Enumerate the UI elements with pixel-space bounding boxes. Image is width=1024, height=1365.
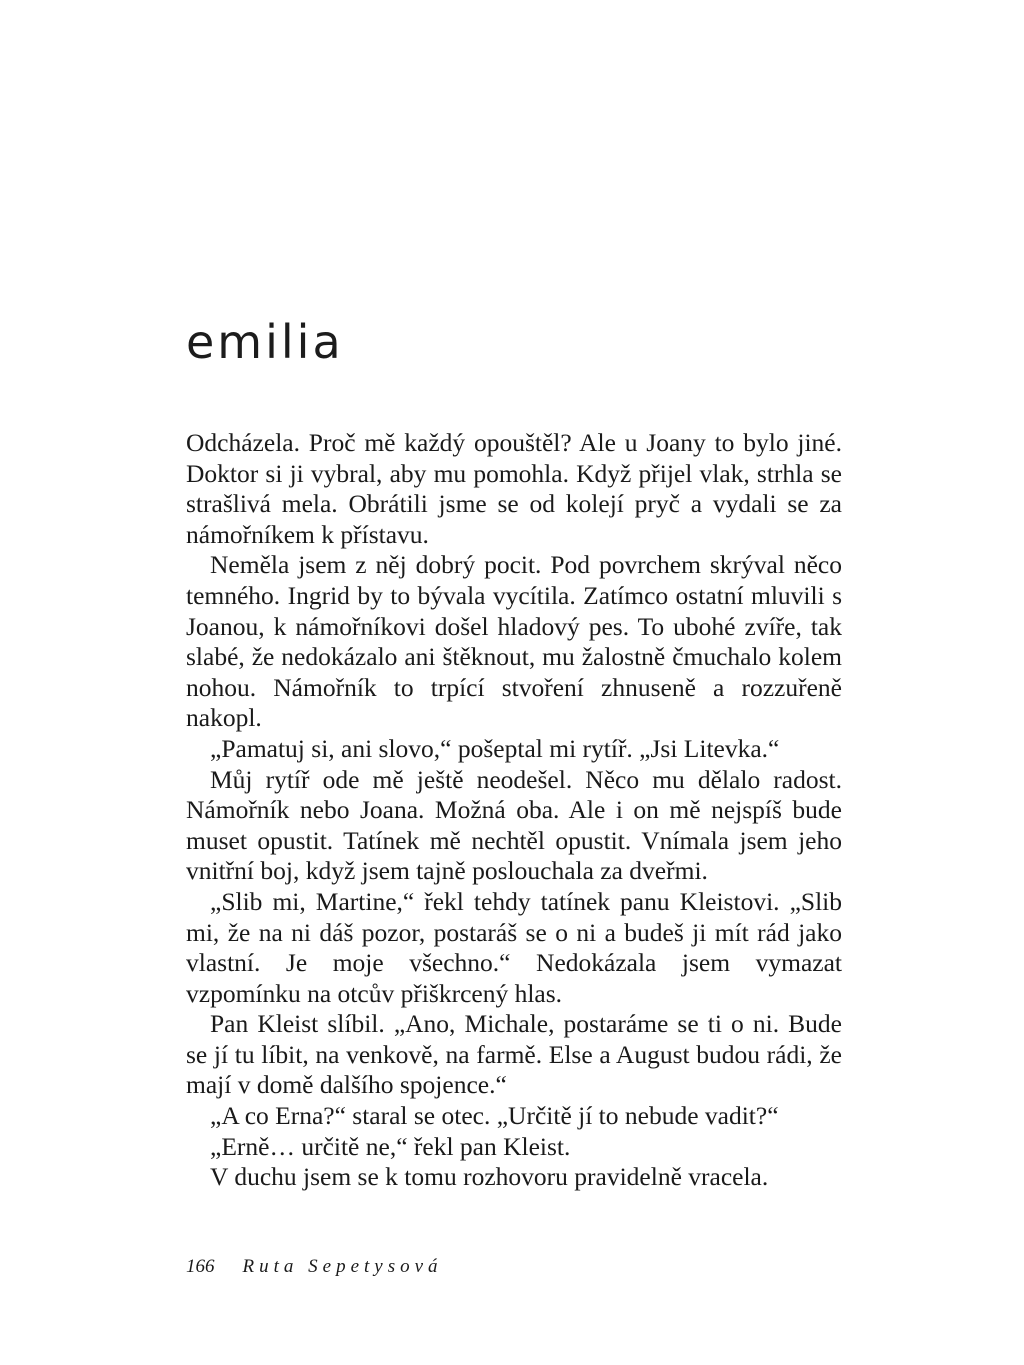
paragraph: Můj rytíř ode mě ještě neodešel. Něco mu dělalo radost. Námořník nebo Joana. Možná oba. Ale i on mě nejspíš bude muset opustit. Tatínek mě nechtěl opustit. Vnímala jsem jeho vnitřní boj, když jsem tajně poslouchala za dveřmi. [186, 764, 842, 886]
paragraph: Neměla jsem z něj dobrý pocit. Pod povrchem skrýval něco temného. Ingrid by to bývala vycítila. Zatímco ostatní mluvili s Joanou, k námořníkovi došel hladový pes. To ubohé zvíře, tak slabé, že nedokázalo ani štěknout, mu žalostně čmuchalo kolem nohou. Námořník to trpící stvoření zhnuseně a rozzuřeně nakopl. [186, 550, 842, 733]
paragraph: „Erně… určitě ne,“ řekl pan Kleist. [210, 1131, 571, 1161]
paragraph: „Slib mi, Martine,“ řekl tehdy tatínek panu Kleistovi. „Slib mi, že na ni dáš pozor, postaráš se o ni a budeš ji mít rád jako vlastní. Je moje všechno.“ Nedokázala jsem vymazat vzpomínku na otcův přiškrcený hlas. [186, 886, 842, 1008]
chapter-body [186, 428, 842, 1193]
paragraph: Pan Kleist slíbil. „Ano, Michale, postaráme se ti o ni. Bude se jí tu líbit, na venkově, na farmě. Else a August budou rádi, že mají v domě dalšího spojence.“ [186, 1009, 842, 1100]
chapter-title: emilia [186, 315, 344, 369]
paragraph: Odcházela. Proč mě každý opouštěl? Ale u Joany to bylo jiné. Doktor si ji vybral, aby mu pomohla. Když přijel vlak, strhla se strašlivá mela. Obrátili jsme se od kolejí pryč a vydali se za námořníkem k přístavu. [186, 428, 842, 549]
page-number: 166 [186, 1256, 215, 1277]
page-footer [186, 1256, 443, 1278]
paragraph: „Pamatuj si, ani slovo,“ pošeptal mi rytíř. „Jsi Litevka.“ [210, 733, 780, 763]
paragraph: V duchu jsem se k tomu rozhovoru pravidelně vracela. [210, 1162, 769, 1192]
paragraph: „A co Erna?“ staral se otec. „Určitě jí to nebude vadit?“ [210, 1101, 779, 1131]
running-author: Ruta Sepetysová [242, 1256, 443, 1277]
